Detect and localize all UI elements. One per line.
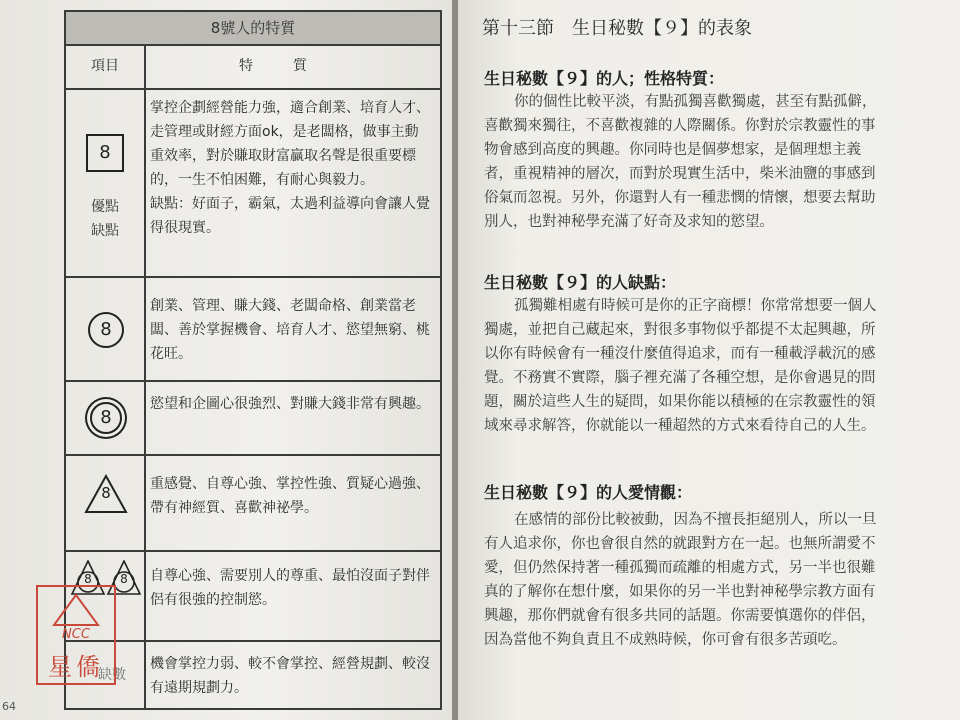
circle-8-symbol: 8 [88,312,124,348]
triangle-8-digit: 8 [101,484,111,502]
square-8-symbol: 8 [86,134,124,172]
triangle-circle-digit-a: 8 [84,572,92,586]
watermark-stamp [36,585,116,685]
row-text [150,96,430,240]
row-symbol-cell [66,456,146,550]
row-text: 自尊心強、需要別人的尊重、最怕沒面子對伴侶有很強的控制慾。 [150,568,430,608]
missing-number-label: 缺數 [98,667,126,683]
traits-table [64,10,442,710]
label-disadvantage: 缺點 [91,223,119,239]
row-text: 重感覺、自尊心強、掌控性強、質疑心過強、帶有神經質、喜歡神祕學。 [150,476,430,516]
paragraph-text: 你的個性比較平淡，有點孤獨喜歡獨處，甚至有點孤僻，喜歡獨來獨往，不喜歡複雜的人際關係。你對於宗教靈性的事物會感到高度的興趣。你同時也是個夢想家，是個理想主義者，重視精神的層次，而對於現實生活中，柴米油鹽的事感到俗氣而忽視。另外，你還對人有一種悲憫的情懷，想要去幫助別人，也對神秘學充滿了好奇及求知的慾望。 [484,94,877,230]
label-advantage: 優點 [91,199,119,215]
table-row [66,88,440,278]
section-title: 第十三節 生日秘數【９】的表象 [482,18,752,39]
row-text: 創業、管理、賺大錢、老闆命格、創業當老闆、善於掌握機會、培育人才、慾望無窮、桃花旺。 [150,298,430,362]
table-row [66,456,440,552]
advantage-text: 掌控企劃經營能力強，適合創業、培育人才、走管理或財經方面ok，是老闆格，做事主動重效率，對於賺取財富贏取名聲是很重要標的，一生不怕困難，有耐心與毅力。 [150,100,430,188]
paragraph-love [484,508,888,652]
table-row [66,552,440,642]
double-circle-8-symbol: 8 [90,402,122,434]
paragraph-text: 在感情的部份比較被動，因為不擅長拒絕別人，所以一旦有人追求你，你也會很自然的就跟對方在一起。也無所謂愛不愛，但仍然保持著一種孤獨而疏離的相處方式，另一半也很難真的了解你在想什麼，如果你的另一半也對神秘學宗教方面有興趣，那你們就會有很多共同的話題。你需要慎選你的伴侶，因為當他不夠負責且不成熟時候，你可會有很多苦頭吃。 [484,512,877,648]
triangle-circle-digit-b: 8 [120,572,128,586]
page-number: 64 [2,700,16,713]
table-title: 8號人的特質 [66,12,440,46]
row-symbol-cell [66,278,146,380]
table-row [66,278,440,382]
row-symbol-cell [66,382,146,454]
heading-personality: 生日秘數【９】的人；性格特質： [484,69,725,88]
disadvantage-text: 缺點：好面子，霸氣，太過利益導向會讓人覺得很現實。 [150,196,430,236]
mountain-logo-icon [52,593,100,627]
stamp-ncc: NCC [62,627,90,642]
table-row [66,642,440,708]
heading-love: 生日秘數【９】的人愛情觀： [484,483,693,502]
row-text: 機會掌控力弱、較不會掌控、經營規劃、較沒有遠期規劃力。 [150,656,430,696]
header-traits: 特質 [239,58,347,74]
header-item: 項目 [66,44,146,88]
paragraph-personality [484,90,888,234]
paragraph-weakness [484,294,888,438]
row-symbol-cell [66,88,146,276]
paragraph-text: 孤獨難相處有時候可是你的正字商標！你常常想要一個人獨處，並把自己藏起來，對很多事物似乎都提不太起興趣，所以你有時候會有一種沒什麼值得追求，而有一種載浮載沉的感覺。不務實不實際，腦子裡充滿了各種空想，是你會遇見的問題，關於這些人生的疑問，如果你能以積極的在宗教靈性的領域來尋求解答，你就能以一種超然的方式來看待自己的人生。 [484,298,877,434]
heading-weakness: 生日秘數【９】的人缺點： [484,273,677,292]
table-header [66,44,440,90]
table-row [66,382,440,456]
row-text: 慾望和企圖心很強烈、對賺大錢非常有興趣。 [150,396,430,412]
stamp-brand: 星僑 [48,653,104,681]
